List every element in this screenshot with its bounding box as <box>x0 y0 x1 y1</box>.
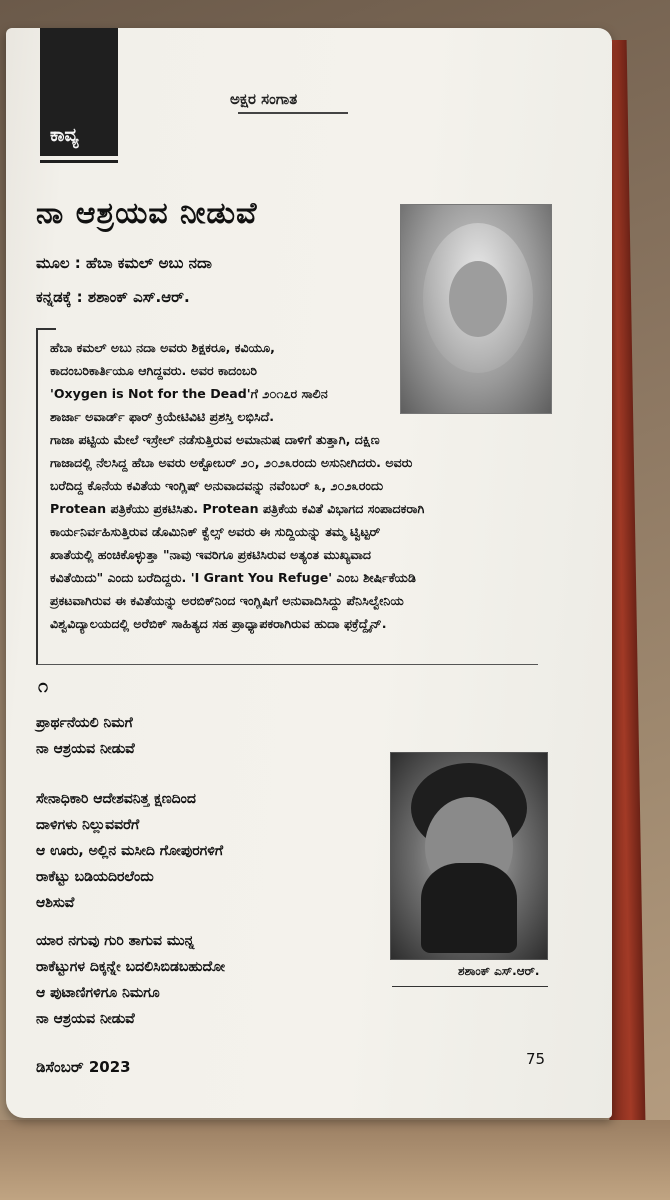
running-head-underline <box>238 112 348 114</box>
beard-shape <box>421 863 517 953</box>
intro-text <box>50 336 536 635</box>
face-shape <box>449 261 507 337</box>
poem-line: ನಾ ಆಶ್ರಯವ ನೀಡುವೆ <box>36 1011 135 1027</box>
caption-rule <box>392 986 548 987</box>
magazine-page <box>6 28 612 1118</box>
intro-line: ಗಾಜಾದಲ್ಲಿ ನೆಲಸಿದ್ದ ಹೆಬಾ ಅವರು ಅಕ್ಟೋಬರ್ ೨೦, ೨೦೨೩ರಂದು ಅಸುನೀಗಿದರು. ಅವರು <box>50 455 413 470</box>
intro-line: ಶಾರ್ಜಾ ಅವಾರ್ಡ್ ಫಾರ್ ಕ್ರಿಯೇಟಿವಿಟಿ ಪ್ರಶಸ್ತಿ ಲಭಿಸಿದೆ. <box>50 409 275 424</box>
poem-line: ಸೇನಾಧಿಕಾರಿ ಆದೇಶವನಿತ್ತ ಕ್ಷಣದಿಂದ <box>36 791 196 807</box>
intro-line: ಗಾಜಾ ಪಟ್ಟಿಯ ಮೇಲೆ ಇಸ್ರೇಲ್ ನಡೆಸುತ್ತಿರುವ ಅಮಾನುಷ ದಾಳಿಗೆ ತುತ್ತಾಗಿ, ದಕ್ಷಿಣ <box>50 432 380 447</box>
poem-line: ಪ್ರಾರ್ಥನೆಯಲಿ ನಿಮಗೆ <box>36 715 133 731</box>
article-title: ನಾ ಆಶ್ರಯವ ನೀಡುವೆ <box>36 196 258 231</box>
poem-line: ಯಾರ ನಗುವು ಗುರಿ ತಾಗುವ ಮುನ್ನ <box>36 933 195 949</box>
poem-line: ನಾ ಆಶ್ರಯವ ನೀಡುವೆ <box>36 741 135 757</box>
poem-stanza-3 <box>36 928 225 1032</box>
poem-line: ಆ ಊರು, ಅಲ್ಲಿನ ಮಸೀದಿ ಗೋಪುರಗಳಿಗೆ <box>36 843 224 859</box>
section-tab <box>40 28 118 156</box>
source-author-line: ಮೂಲ : ಹೆಬಾ ಕಮಲ್ ಅಬು ನದಾ <box>36 254 212 272</box>
intro-line: ಪ್ರಕಟವಾಗಿರುವ ಈ ಕವಿತೆಯನ್ನು ಅರಬಿಕ್‌ನಿಂದ ಇಂಗ್ಲಿಷಿಗೆ ಅನುವಾದಿಸಿದ್ದು ಪೆನಿಸಿಲ್ವೇನಿಯ <box>50 593 404 608</box>
intro-bracket <box>38 328 56 330</box>
poem-line: ಆಶಿಸುವೆ <box>36 895 75 911</box>
intro-line: ವಿಶ್ವವಿದ್ಯಾಲಯದಲ್ಲಿ ಅರೆಬಿಕ್ ಸಾಹಿತ್ಯದ ಸಹ ಪ್ರಾಧ್ಯಾಪಕರಾಗಿರುವ ಹುದಾ ಫಕ್ರೆದ್ದೈನ್. <box>50 616 387 631</box>
intro-line: ಕಾದಂಬರಿಕಾರ್ತಿಯೂ ಆಗಿದ್ದವರು. ಅವರ ಕಾದಂಬರಿ <box>50 363 258 378</box>
intro-line: ಕಾರ್ಯನಿರ್ವಹಿಸುತ್ತಿರುವ ಡೊಮಿನಿಕ್ ಕ್ವೆಲ್ಸ್ ಅವರು ಈ ಸುದ್ದಿಯನ್ನು ತಮ್ಮ ಟ್ವಿಟ್ಟರ್ <box>50 524 381 539</box>
translator-caption: ಶಶಾಂಕ್ ಎಸ್.ಆರ್. <box>458 964 540 978</box>
poem-stanza-2 <box>36 786 223 916</box>
poem-section-number: ೧ <box>38 676 49 697</box>
section-tab-label: ಕಾವ್ಯ <box>50 125 79 146</box>
poem-stanza-1 <box>36 710 135 762</box>
intro-line: Protean ಪತ್ರಿಕೆಯು ಪ್ರಕಟಿಸಿತು. Protean ಪತ್ರಿಕೆಯ ಕವಿತೆ ವಿಭಾಗದ ಸಂಪಾದಕರಾಗಿ <box>50 501 425 516</box>
intro-box <box>36 328 538 665</box>
issue-date: ಡಿಸೆಂಬರ್ 2023 <box>36 1058 131 1076</box>
poem-line: ರಾಕೆಟ್ಟು ಬಡಿಯದಿರಲೆಂದು <box>36 869 154 885</box>
translator-photo <box>390 752 548 960</box>
table-surface <box>0 1120 670 1200</box>
section-tab-rule <box>40 160 118 163</box>
intro-line: ಕವಿತೆಯಿದು" ಎಂದು ಬರೆದಿದ್ದರು. 'I Grant You Refuge' ಎಂಬ ಶೀರ್ಷಿಕೆಯಡಿ <box>50 570 416 585</box>
poem-line: ರಾಕೆಟ್ಟುಗಳ ದಿಕ್ಕನ್ನೇ ಬದಲಿಸಿಬಿಡಬಹುದೋ <box>36 959 226 975</box>
running-head: ಅಕ್ಷರ ಸಂಗಾತ <box>230 90 298 108</box>
intro-line: ಹೆಬಾ ಕಮಲ್ ಅಬು ನದಾ ಅವರು ಶಿಕ್ಷಕರೂ, ಕವಿಯೂ, <box>50 340 275 355</box>
poem-line: ದಾಳಿಗಳು ನಿಲ್ಲುವವರೆಗೆ <box>36 817 140 833</box>
poem-line: ಆ ಪುಟಾಣಿಗಳಿಗೂ ನಿಮಗೂ <box>36 985 160 1001</box>
intro-line: 'Oxygen is Not for the Dead'ಗೆ ೨೦೧೭ರ ಸಾಲಿನ <box>50 386 328 401</box>
intro-line: ಬರೆದಿದ್ದ ಕೊನೆಯ ಕವಿತೆಯ ಇಂಗ್ಲಿಷ್ ಅನುವಾದವನ್ನು ನವೆಂಬರ್ ೩, ೨೦೨೩ರಂದು <box>50 478 384 493</box>
page-number: 75 <box>526 1050 546 1068</box>
intro-line: ಖಾತೆಯಲ್ಲಿ ಹಂಚಿಕೊಳ್ಳುತ್ತಾ "ನಾವು ಇವರಿಗೂ ಪ್ರಕಟಿಸಿರುವ ಅತ್ಯಂತ ಮುಖ್ಯವಾದ <box>50 547 372 562</box>
translator-line: ಕನ್ನಡಕ್ಕೆ : ಶಶಾಂಕ್ ಎಸ್.ಆರ್. <box>36 288 190 306</box>
